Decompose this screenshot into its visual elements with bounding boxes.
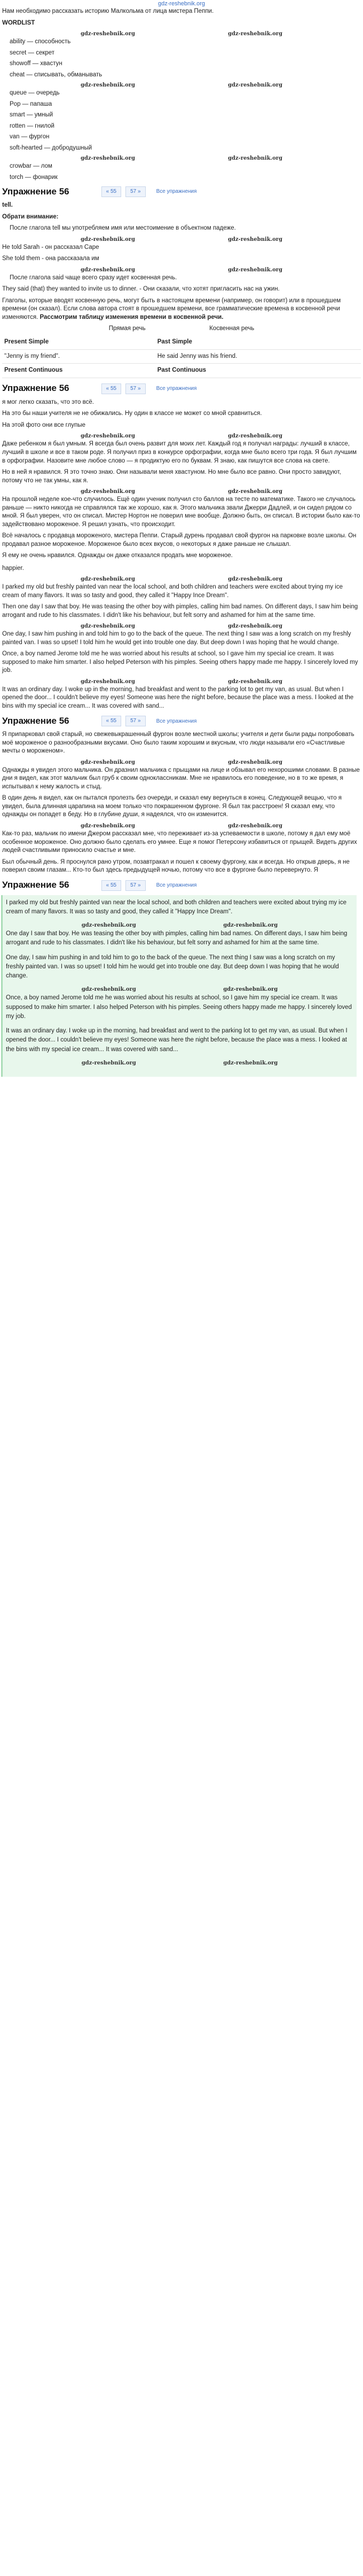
grammar-explanation-bold: Рассмотрим таблицу изменения времени в косвенной речи. bbox=[40, 314, 224, 320]
paragraph: Once, a boy named Jerome told me he was worried about his results at school, so I gave him my special ice cream. It was supposed to make him smarter. I also helped Peterson with his pimples. Seeing others happy made me happy. I sincerely loved my job. bbox=[2, 651, 358, 674]
watermark: gdz-reshebnik.org bbox=[223, 986, 278, 993]
paragraph: На этой фото они все глупые bbox=[2, 421, 85, 428]
watermark: gdz-reshebnik.org bbox=[227, 823, 283, 829]
watermark: gdz-reshebnik.org bbox=[227, 623, 283, 630]
prev-exercise-button[interactable]: « 55 bbox=[101, 186, 121, 197]
exercise-bar bbox=[0, 381, 363, 396]
paragraph: На это бы наши учителя не не обижались. Ну один в классе не может со мной сравниться. bbox=[2, 410, 262, 417]
prev-exercise-button[interactable]: « 55 bbox=[101, 383, 121, 394]
exercise-nav bbox=[101, 186, 197, 197]
table-cell: "Jenny is my friend". bbox=[2, 349, 155, 364]
paragraph: Всё началось с продавца мороженого, мистера Пеппи. Старый дурень продавал свой фургон на парковке возле школы. Он продавал разное мороженое. Мороженое было всех вкусов, о некоторых я даже раньше не слышал. bbox=[2, 533, 357, 547]
exercise-nav bbox=[101, 383, 197, 394]
grammar-explanation-text: Глаголы, которые вводят косвенную речь, могут быть в настоящем времени (например, он говорит) или в прошедшем времени (он сказал). Если слова автора стоят в прошедшем времени, все грамматические времена в косвенной речи изменяются. bbox=[2, 297, 341, 320]
grammar-rule: После глагола tell мы употребляем имя или местоимение в объектном падеже. bbox=[10, 225, 236, 232]
watermark: gdz-reshebnik.org bbox=[80, 576, 136, 583]
watermark: gdz-reshebnik.org bbox=[227, 489, 283, 495]
paragraph: Я ему не очень нравился. Однажды он даже отказался продать мне мороженое. bbox=[2, 552, 233, 559]
watermark: gdz-reshebnik.org bbox=[223, 1060, 278, 1066]
wordlist-item: torch — фонарик bbox=[10, 174, 58, 181]
all-exercises-link[interactable]: Все упражнения bbox=[156, 718, 197, 724]
paragraph: Я припарковал свой старый, но свежевыкрашенный фургон возле местной школы; учителя и дети были рады попробовать моё мороженое о разнообразными вкусами. Оно было таким хорошим и вкусным, что люди называли его «Счастливые мечты о мороженом». bbox=[2, 731, 354, 755]
paragraph: Однажды я увидел этого мальчика. Он дразнил мальчика с прыщами на лице и обзывал его нехорошими словами. В разные дни я видел, как этот мальчик был груб к своим одноклассникам. Мне не нравилось его поведение, но в то же время, я испытывал к нему жалость и стыд. bbox=[2, 766, 360, 790]
paragraph: На прошлой неделе кое-что случилось. Ещё один ученик получил сто баллов на тесте по математике. Такого не случалось раньше — никто никогда не справлялся так же хорошо, как я. Этого мальчика звали Джерри Дадлей, и он сидел рядом со мной. Я был уверен, что он списал. Мистер Нортон не поверил мне вообще. Должно быть, он списал. В истории было как-то задействовано мороженое. Я решил узнать, что происходит. bbox=[2, 496, 360, 528]
exercise-title: Упражнение 56 bbox=[2, 186, 69, 197]
prev-exercise-button[interactable]: « 55 bbox=[101, 880, 121, 891]
watermark: gdz-reshebnik.org bbox=[80, 489, 136, 495]
watermark: gdz-reshebnik.org bbox=[80, 823, 136, 829]
exercise-bar bbox=[0, 878, 363, 893]
watermark: gdz-reshebnik.org bbox=[227, 155, 283, 162]
watermark: gdz-reshebnik.org bbox=[227, 82, 283, 89]
grammar-section bbox=[0, 201, 363, 332]
exercise-nav bbox=[101, 716, 197, 726]
english-section bbox=[0, 565, 363, 711]
table-cell: Past Continuous bbox=[155, 364, 361, 378]
paragraph: It was an ordinary day. I woke up in the morning, had breakfast and went to the parking lot to get my van, as usual. But when I opened the door... I couldn't believe my eyes! Someone was here the night before, because the place was a mess. I looked at the bins with my special ice cream... It was covered with sand... bbox=[6, 1028, 348, 1053]
next-exercise-button[interactable]: 57 » bbox=[125, 186, 145, 197]
paragraph: One day, I saw him pushing in and told him to go to the back of the queue. The next thing I saw was a long scratch on my freshly painted van. I was so upset! I told him he would get into trouble one day. But deep down I was hoping that he would change. bbox=[6, 954, 339, 980]
paragraph: Как-то раз, мальчик по имени Джером рассказал мне, что переживает из-за успеваемости в школе, потому я дал ему моё особенное мороженое. Оно должно было сделать его умнее. Еще я помог Петерсону избавиться от прыщей. Видеть других людей счастливыми приносило счастье и мне. bbox=[2, 831, 357, 854]
paragraph: I parked my old but freshly painted van near the local school, and both children and teachers were excited about trying my ice cream of many flavors. It was so tasty and good, they called it "Happy Ince Dream". bbox=[6, 899, 346, 915]
table-row bbox=[2, 349, 361, 364]
watermark: gdz-reshebnik.org bbox=[81, 986, 136, 993]
paragraph: happier. bbox=[2, 565, 24, 571]
wordlist-item: ability — способность bbox=[10, 38, 71, 45]
paragraph: One day I saw that boy. He was teasing the other boy with pimples, calling him bad names. On different days, I saw him being arrogant and rude to his classmates. I didn't like his behaviour, but felt sorry and ashamed for him at the same time. bbox=[6, 930, 348, 946]
all-exercises-link[interactable]: Все упражнения bbox=[156, 189, 197, 195]
wordlist-item: Pop — папаша bbox=[10, 100, 52, 107]
table-row bbox=[2, 364, 361, 378]
paragraph: One day, I saw him pushing in and told him to go to the back of the queue. The next thing I saw was a long scratch on my freshly painted van. I was so upset! I told him he would get into trouble one day. But deep down I was hoping that he would change. bbox=[2, 631, 351, 646]
paragraph: It was an ordinary day. I woke up in the morning, had breakfast and went to the parking lot to get my van, as usual. But when I opened the door... I couldn't believe my eyes! Someone was here the night before, because the place was a mess. I looked at the bins with my special ice cream... It was covered with sand... bbox=[2, 686, 354, 709]
next-exercise-button[interactable]: 57 » bbox=[125, 383, 145, 394]
wordlist-item: van — фургон bbox=[10, 134, 50, 140]
grammar-attention: Обрати внимание: bbox=[2, 213, 59, 220]
exercise-bar bbox=[0, 714, 363, 729]
grammar-example: He told Sarah - он рассказал Саре bbox=[2, 244, 99, 250]
watermark: gdz-reshebnik.org bbox=[80, 155, 136, 162]
watermark: gdz-reshebnik.org bbox=[223, 922, 278, 929]
wordlist-item: soft-hearted — добродушный bbox=[10, 144, 92, 151]
exercise-bar bbox=[0, 184, 363, 199]
paragraph: Даже ребенком я был умным. Я всегда был очень развит для моих лет. Каждый год я получал награды: лучший в классе, лучший в школе и все в таком роде. Я получил приз в конкурсе орфографии, когда мне было всего три года. Я был лучшим в орфографии. Назовите мне любое слово — я продиктую его по буквам. Я знаю, как пишутся все слова на свете. bbox=[2, 441, 357, 464]
paragraph: Был обычный день. Я проснулся рано утром, позавтракал и пошел к своему фургону, как и всегда. Но открыв дверь, я не поверил своим глазам... Кто-то был здесь предыдущей ночью, потому что все в фургоне было перевернуто. Я bbox=[2, 858, 350, 874]
wordlist-heading: WORDLIST bbox=[2, 19, 35, 26]
tense-table bbox=[2, 335, 361, 378]
exercise-nav bbox=[101, 880, 197, 891]
paragraph: я мог легко сказать, что это всё. bbox=[2, 398, 94, 405]
watermark: gdz-reshebnik.org bbox=[227, 678, 283, 685]
exercise-title: Упражнение 56 bbox=[2, 715, 69, 726]
table-cell: Present Simple bbox=[2, 335, 155, 349]
paragraph: Но в ней я нравился. Я это точно знаю. Они называли меня хвастуном. Но мне было все равно. Они просто завидуют, потому что не так умны, как я. bbox=[2, 469, 341, 484]
wordlist-item: crowbar — лом bbox=[10, 163, 52, 170]
table-cell: He said Jenny was his friend. bbox=[155, 349, 361, 364]
watermark: gdz-reshebnik.org bbox=[227, 236, 283, 242]
wordlist-item: smart — умный bbox=[10, 112, 53, 119]
grammar-tell: tell. bbox=[2, 202, 13, 209]
wordlist-item: cheat — списывать, обманывать bbox=[10, 71, 102, 78]
watermark: gdz-reshebnik.org bbox=[80, 678, 136, 685]
translation-section bbox=[0, 398, 363, 560]
watermark: gdz-reshebnik.org bbox=[227, 759, 283, 765]
paragraph: В один день я видел, как он пытался пролезть без очереди, и сказал ему вернуться в конец. Следующей вещью, что я увидел, была длинная царапина на моем только что покрашенном фургоне. Я был так расстроен! Я сказал ему, что однажды он попадет в беду. Но в глубине души, я надеялся, что он изменится. bbox=[2, 795, 342, 818]
table-row bbox=[2, 335, 361, 349]
site-url[interactable]: gdz-reshebnik.org bbox=[157, 1, 206, 7]
exercise-title: Упражнение 56 bbox=[2, 383, 69, 394]
wordlist bbox=[2, 38, 361, 182]
all-exercises-link[interactable]: Все упражнения bbox=[156, 386, 197, 392]
wordlist-item: showoff — хвастун bbox=[10, 60, 62, 67]
intro-line: Нам необходимо рассказать историю Малкольма от лица мистера Пеппи. bbox=[2, 8, 214, 14]
watermark: gdz-reshebnik.org bbox=[227, 267, 283, 273]
watermark: gdz-reshebnik.org bbox=[80, 623, 136, 630]
watermark: gdz-reshebnik.org bbox=[80, 759, 136, 765]
watermark: gdz-reshebnik.org bbox=[81, 922, 136, 929]
watermark: gdz-reshebnik.org bbox=[227, 576, 283, 583]
prev-exercise-button[interactable]: « 55 bbox=[101, 716, 121, 726]
watermark: gdz-reshebnik.org bbox=[80, 31, 136, 37]
intro-section bbox=[0, 7, 363, 182]
grammar-example: She told them - она рассказала им bbox=[2, 255, 99, 262]
wordlist-item: queue — очередь bbox=[10, 90, 60, 97]
next-exercise-button[interactable]: 57 » bbox=[125, 716, 145, 726]
grammar-explanation bbox=[2, 297, 361, 322]
grammar-rule: После глагола said чаще всего сразу идет косвенная речь. bbox=[10, 274, 177, 281]
table-cell: Present Continuous bbox=[2, 364, 155, 378]
next-exercise-button[interactable]: 57 » bbox=[125, 880, 145, 891]
watermark: gdz-reshebnik.org bbox=[227, 31, 283, 37]
watermark: gdz-reshebnik.org bbox=[80, 267, 136, 273]
watermark: gdz-reshebnik.org bbox=[80, 433, 136, 440]
watermark: gdz-reshebnik.org bbox=[81, 1060, 136, 1066]
table-cell: Past Simple bbox=[155, 335, 361, 349]
translation-section bbox=[0, 731, 363, 874]
watermark: gdz-reshebnik.org bbox=[80, 236, 136, 242]
wordlist-item: rotten — гнилой bbox=[10, 122, 54, 129]
watermark: gdz-reshebnik.org bbox=[227, 433, 283, 440]
exercise-title: Упражнение 56 bbox=[2, 880, 69, 890]
paragraph: I parked my old but freshly painted van near the local school, and both children and teachers were excited about trying my ice cream of many flavors. It was so tasty and good, they called it "Happy Ince Dream". bbox=[2, 584, 343, 599]
wordlist-item: secret — секрет bbox=[10, 49, 55, 56]
column-indirect-speech: Косвенная речь bbox=[209, 325, 255, 332]
watermark: gdz-reshebnik.org bbox=[80, 82, 136, 89]
paragraph: Then one day I saw that boy. He was teasing the other boy with pimples, calling him bad names. On different days, I saw him being arrogant and rude to his classmates. I didn't like his behaviour, but felt sorry and ashamed for him at the same time. bbox=[2, 604, 358, 618]
all-exercises-link[interactable]: Все упражнения bbox=[156, 882, 197, 888]
column-direct-speech: Прямая речь bbox=[108, 325, 146, 332]
answer-box bbox=[1, 895, 357, 1077]
grammar-example: They said (that) they wanted to invite us to dinner. - Они сказали, что хотят пригласить нас на ужин. bbox=[2, 286, 280, 293]
paragraph: Once, a boy named Jerome told me he was worried about his results at school, so I gave him my special ice cream. It was supposed to make him smarter. I also helped Peterson with his pimples. Seeing others happy made me happy. I sincerely loved my job. bbox=[6, 995, 352, 1020]
